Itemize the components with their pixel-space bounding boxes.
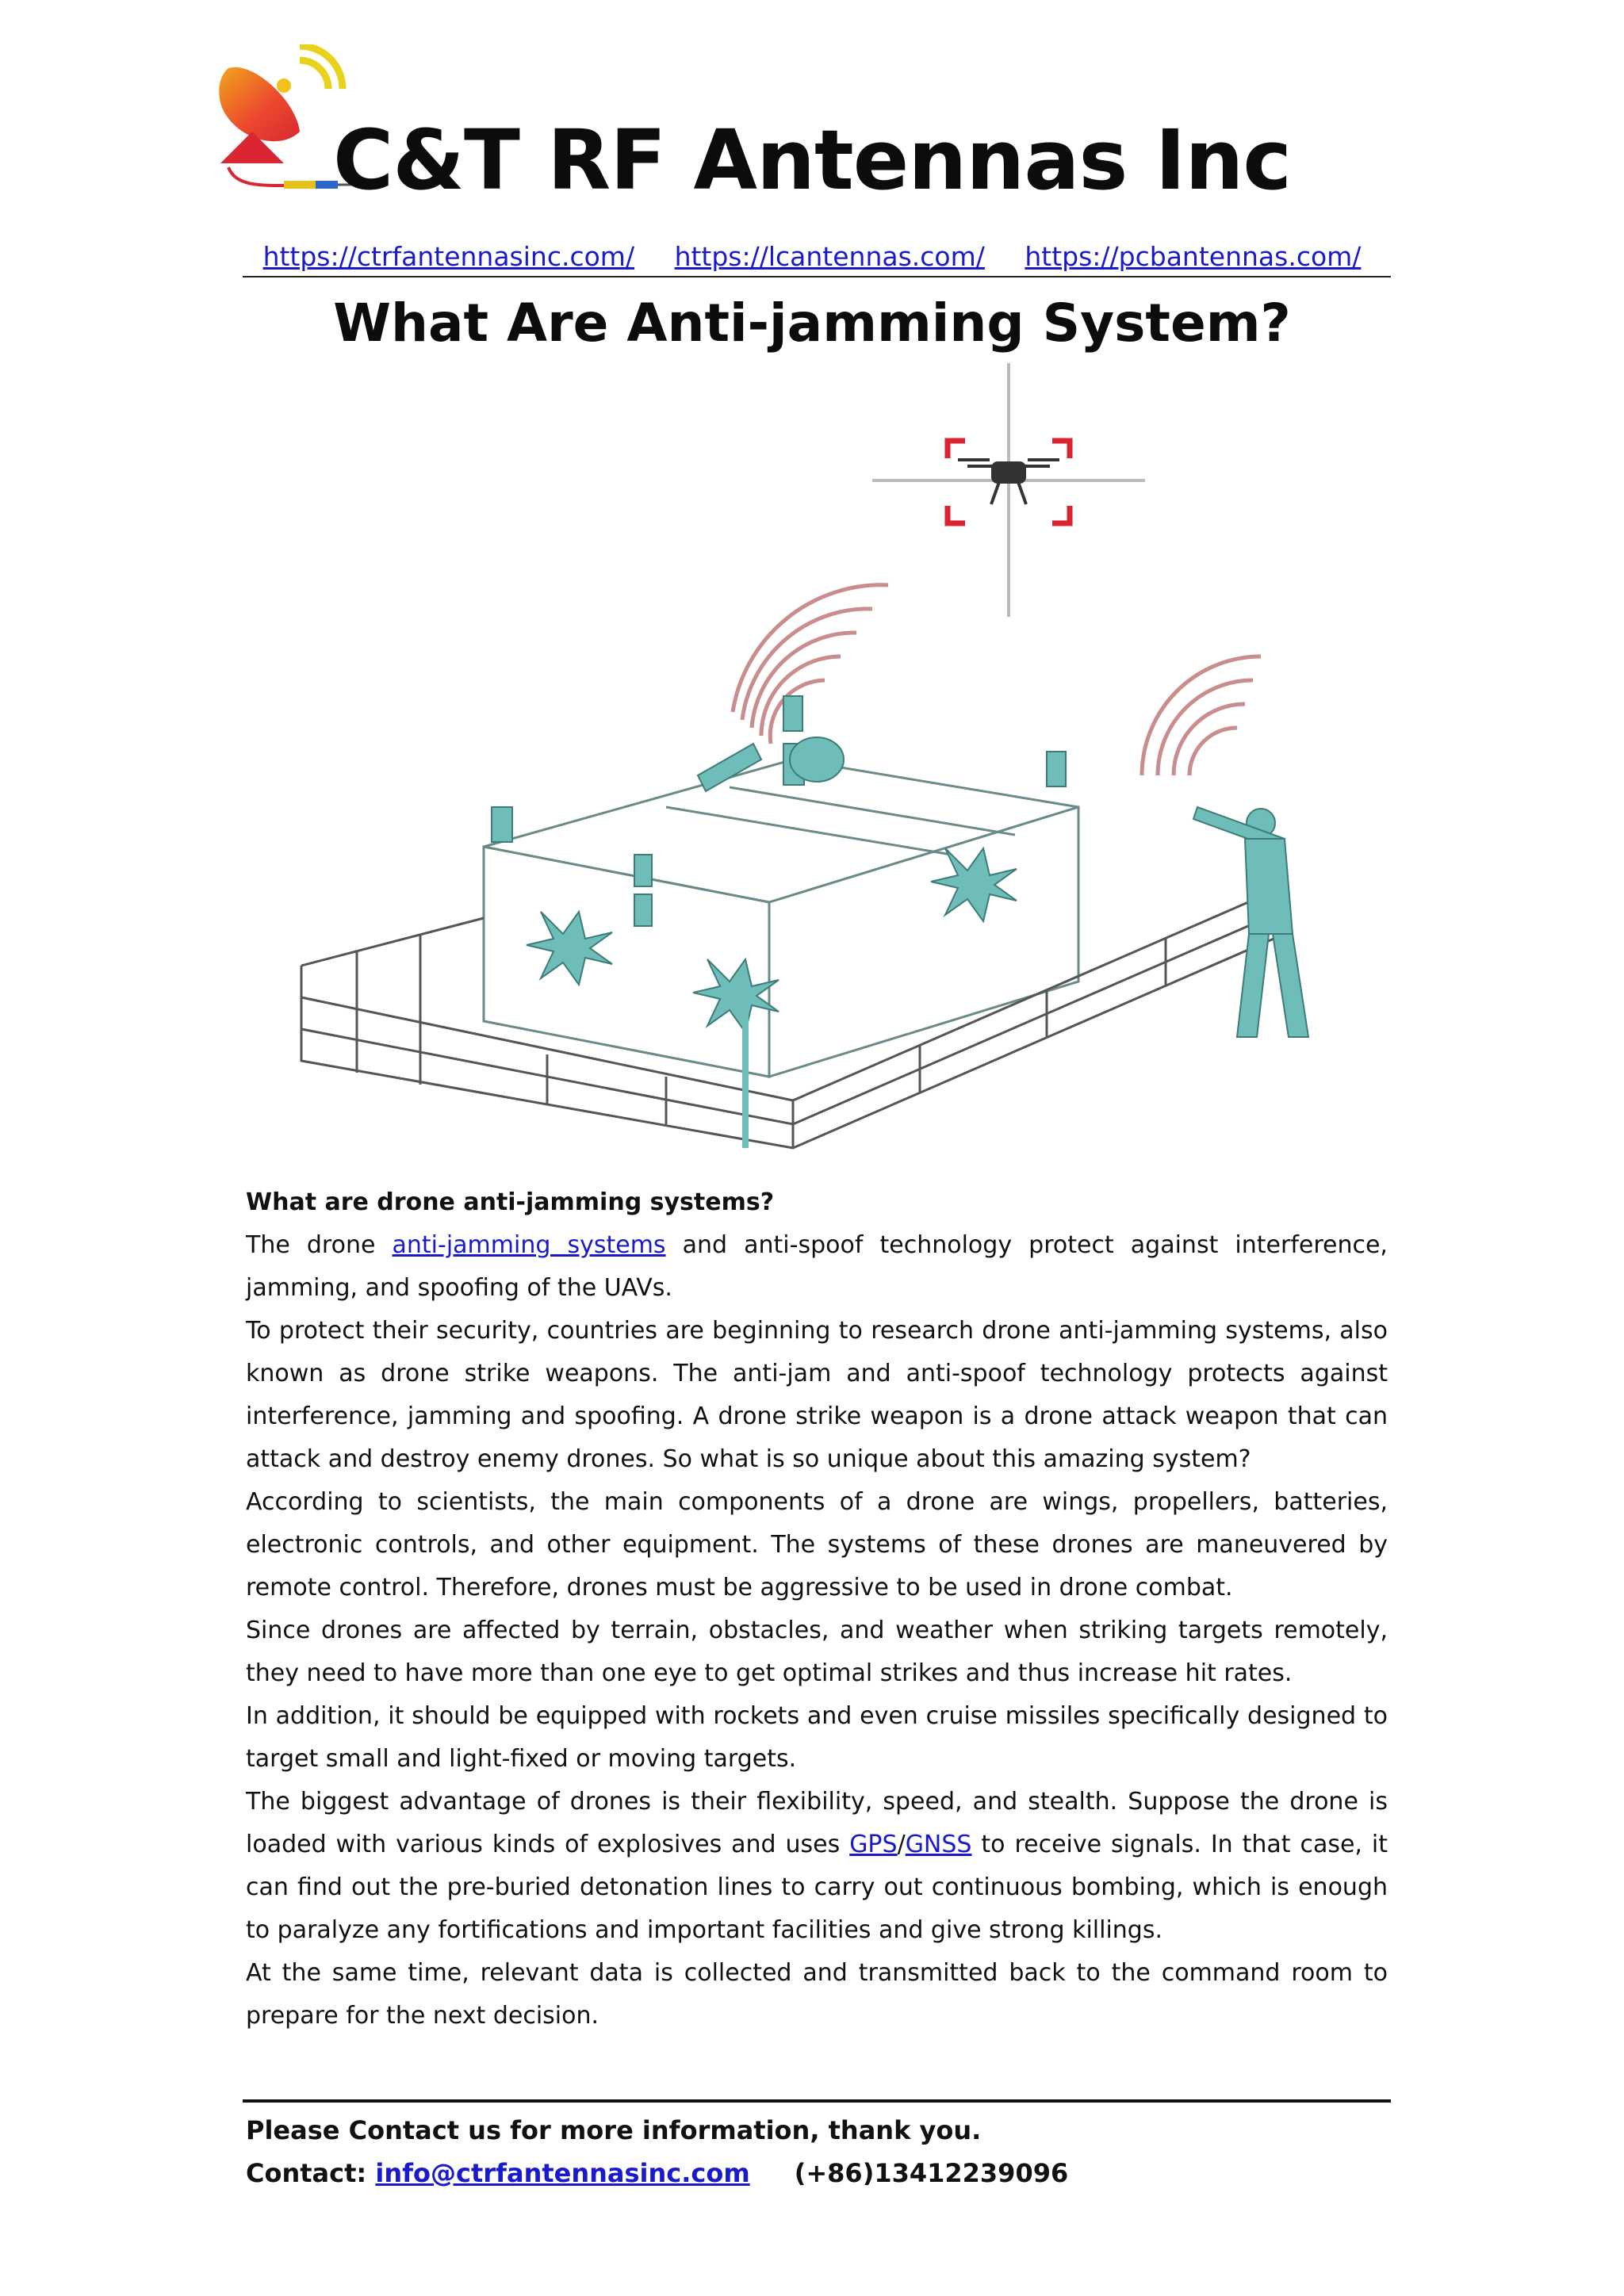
gnss-link[interactable]: GNSS (905, 1831, 972, 1858)
website-links (0, 241, 1624, 273)
contact-phone: (+86)13412239096 (794, 2158, 1069, 2188)
website-link-pcb[interactable]: https://pcbantennas.com/ (1025, 241, 1362, 272)
anti-jamming-illustration (285, 363, 1380, 1172)
footer (246, 2109, 1068, 2195)
soldier-jammer-icon (1193, 807, 1308, 1037)
p6-text-a: The biggest advantage of drones is their flexibility, speed, and stealth. Suppose the drone is loaded with various kinds of explosives and uses (246, 1788, 1388, 1858)
p6-text-b: to receive signals. In that case, it can find out the pre-buried detonation lines to carry out continuous bombing, which is enough to paralyze any fortifications and important facilities and give strong killings. (246, 1831, 1388, 1944)
building-icon (484, 760, 1078, 1077)
article-paragraph-6 (246, 1781, 1388, 1952)
article-paragraph-5: In addition, it should be equipped with rockets and even cruise missiles specifically designed to target small and light-fixed or moving targets. (246, 1702, 1388, 1773)
article-paragraph-4: Since drones are affected by terrain, obstacles, and weather when striking targets remotely, they need to have more than one eye to get optimal strikes and thus increase hit rates. (246, 1617, 1388, 1687)
article-paragraph-7: At the same time, relevant data is collected and transmitted back to the command room to prepare for the next decision. (246, 1959, 1388, 2030)
footer-message: Please Contact us for more information, thank you. (246, 2115, 982, 2145)
website-link-ctrf[interactable]: https://ctrfantennasinc.com/ (262, 241, 635, 272)
p1-text-b: and anti-spoof technology protect against interference, jamming, and spoofing of the UAVs. (246, 1231, 1388, 1302)
footer-divider (243, 2099, 1391, 2103)
header-divider (243, 276, 1391, 277)
contact-email-link[interactable]: info@ctrfantennasinc.com (375, 2158, 750, 2188)
jammer-signal-icon (1142, 656, 1261, 775)
article-body (246, 1181, 1388, 2038)
p1-text-a: The drone (246, 1231, 393, 1259)
signal-waves-icon (733, 585, 888, 744)
article-paragraph-2: To protect their security, countries are beginning to research drone anti-jamming systems, also known as drone strike weapons. The anti-jam and anti-spoof technology protects against interference, jamming and spoofing. A drone strike weapon is a drone attack weapon that can attack and destroy enemy drones. So what is so unique about this amazing system? (246, 1317, 1388, 1473)
company-name: C&T RF Antennas Inc (332, 112, 1292, 209)
article-paragraph-1 (246, 1224, 1388, 1310)
article-paragraph-3: According to scientists, the main components of a drone are wings, propellers, batteries, electronic controls, and other equipment. The systems of these drones are maneuvered by remote control. Therefore, drones must be aggressive to be used in drone combat. (246, 1488, 1388, 1601)
page-title: What Are Anti-jamming System? (333, 293, 1291, 354)
anti-jamming-systems-link[interactable]: anti-jamming systems (392, 1231, 666, 1259)
footer-contact (246, 2152, 1068, 2195)
gps-link[interactable]: GPS (849, 1831, 898, 1858)
contact-label: Contact: (246, 2158, 376, 2188)
p6-separator: / (897, 1831, 906, 1858)
website-link-lc[interactable]: https://lcantennas.com/ (674, 241, 985, 272)
article-heading: What are drone anti-jamming systems? (246, 1188, 775, 1216)
